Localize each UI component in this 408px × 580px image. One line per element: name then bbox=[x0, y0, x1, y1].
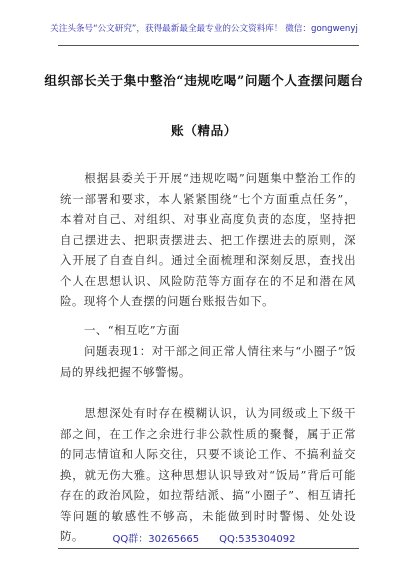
footer-qq: QQ:535304092 bbox=[219, 534, 296, 545]
header-divider bbox=[58, 45, 359, 46]
document-title-line1: 组织部长关于集中整治“违规吃喝”问题个人查摆问题台 bbox=[44, 73, 364, 88]
footer-qq-group: QQ群：30265665 bbox=[112, 534, 200, 545]
problem1-paragraph bbox=[60, 341, 356, 382]
header-promo-text: 关注头条号“公文研究”，获得最新最全最专业的公文资料库！ 微信：gongwenyj bbox=[50, 24, 358, 34]
analysis1-text: 思想深处有时存在模糊认识，认为同级或上下级干部之间，在工作之余进行非公款性质的聚餐，属于正常的同志情谊和人际交往，只要不谈论工作、不搞利益交换，就无伤大雅。这种思想认识导致对“饭局”背后可能存在的政治风险，如拉帮结派、搞“小圈子”、相互请托等问题的敏感性不够高，未能做到时时警惕、处处设防。 bbox=[60, 406, 356, 543]
section1-heading-text: 一、“相互吃”方面 bbox=[84, 323, 180, 337]
analysis1-paragraph bbox=[60, 403, 356, 547]
intro-paragraph bbox=[60, 168, 356, 312]
section1-heading bbox=[60, 320, 356, 341]
document-title-line2: 账（精品） bbox=[171, 123, 237, 138]
footer-contact bbox=[0, 530, 408, 545]
problem1-text: 问题表现1：对干部之间正常人情往来与“小圈子”饭局的界线把握不够警惕。 bbox=[60, 344, 356, 379]
footer-divider bbox=[58, 548, 359, 549]
intro-text: 根据县委关于开展“违规吃喝”问题集中整治工作的统一部署和要求，本人紧紧围绕“七个方面重点任务”，本着对自己、对组织、对事业高度负责的态度，坚持把自己摆进去、把职责摆进去、把工作摆进去的原则，深入开展了自查自纠。通过全面梳理和深刻反思，查找出个人在思想认识、风险防范等方面存在的不足和潜在风险。现将个人查摆的问题台账报告如下。 bbox=[60, 171, 356, 308]
